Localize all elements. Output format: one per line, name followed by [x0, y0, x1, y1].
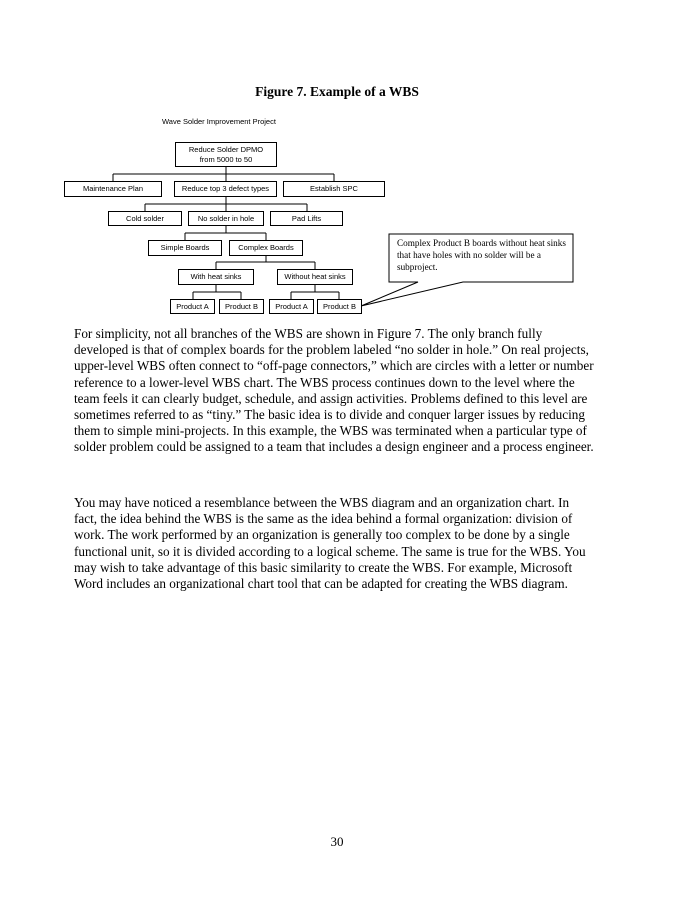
wbs-node-establish-spc: Establish SPC: [283, 181, 385, 197]
wbs-node-pad-lifts: Pad Lifts: [270, 211, 343, 226]
wbs-diagram: [0, 0, 674, 320]
page-number: 30: [330, 834, 344, 849]
wbs-node-reduce-defects: Reduce top 3 defect types: [174, 181, 277, 197]
wbs-node-maintenance-plan: Maintenance Plan: [64, 181, 162, 197]
wbs-node-complex-boards: Complex Boards: [229, 240, 303, 256]
wbs-node-without-heat-sinks: Without heat sinks: [277, 269, 353, 285]
wbs-node-root: Reduce Solder DPMO from 5000 to 50: [175, 142, 277, 167]
callout-text: Complex Product B boards without heat sinks that have holes with no solder will be a subproject.: [397, 238, 566, 272]
body-paragraph: You may have noticed a resemblance between the WBS diagram and an organization chart. In fact, the idea behind the WBS is the same as the idea behind a formal organization: division of work. The work performed by an organization is generally too complex to be done by a single functional unit, so it is divided according to a logical scheme. The same is true for the WBS. You may wish to take advantage of this basic similarity to create the WBS. For example, Microsoft Word includes an organizational chart tool that can be adapted for creating the WBS diagram.: [74, 495, 586, 592]
wbs-node-product-b: Product B: [317, 299, 362, 314]
wbs-node-product-a: Product A: [269, 299, 314, 314]
wbs-node-cold-solder: Cold solder: [108, 211, 182, 226]
body-paragraph: For simplicity, not all branches of the WBS are shown in Figure 7. The only branch fully developed is that of complex boards for the problem labeled “no solder in hole.” On real projects, upper-level WBS often connect to “off-page connectors,” which are circles with a letter or number reference to a lower-level WBS chart. The WBS process continues down to the level where the team feels it can clearly budget, schedule, and assign activities. Problems defined to this level are sometimes referred to as “tiny.” The basic idea is to divide and conquer larger issues by reducing them to simple mini-projects. In this example, the WBS was terminated when a particular type of solder problem could be assigned to a team that includes a design engineer and a process engineer.: [74, 326, 594, 455]
wbs-node-product-b: Product B: [219, 299, 264, 314]
project-title: Wave Solder Improvement Project: [162, 117, 276, 126]
wbs-node-simple-boards: Simple Boards: [148, 240, 222, 256]
figure-title: Figure 7. Example of a WBS: [255, 84, 419, 99]
wbs-node-with-heat-sinks: With heat sinks: [178, 269, 254, 285]
wbs-node-product-a: Product A: [170, 299, 215, 314]
wbs-node-no-solder: No solder in hole: [188, 211, 264, 226]
